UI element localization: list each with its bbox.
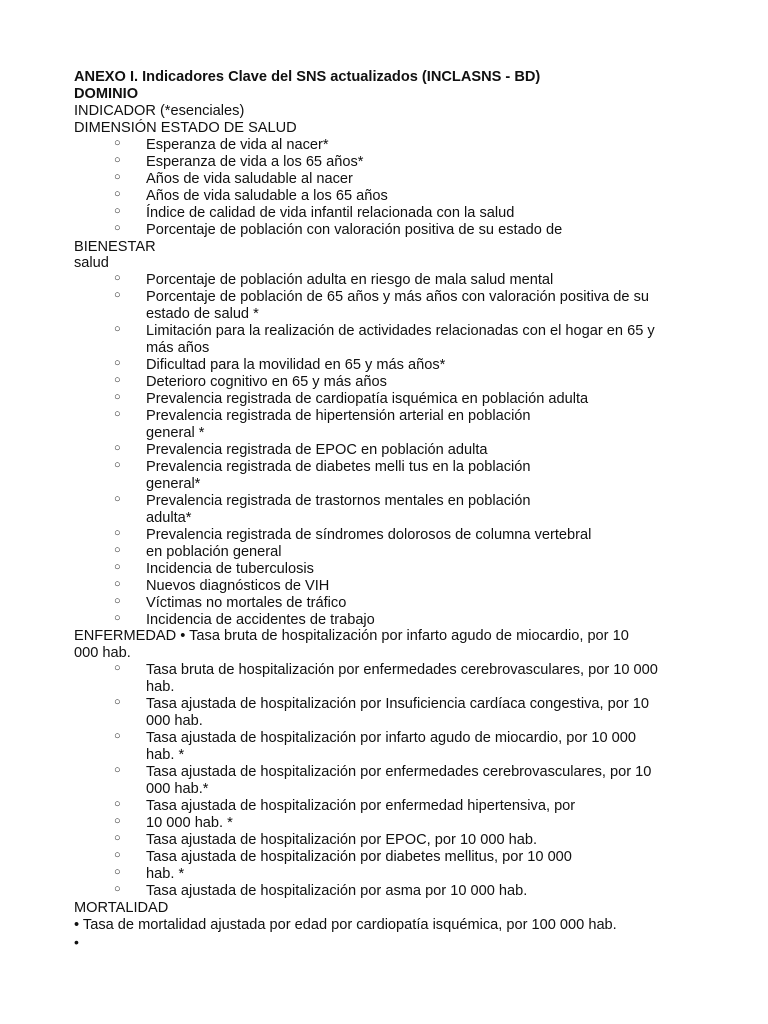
list-item [74,357,714,374]
list-item [74,696,714,730]
list-item-text: Prevalencia registrada de diabetes melli tus en la población [146,458,531,475]
list-item-text: Porcentaje de población de 65 años y más años con valoración positiva de su [146,289,649,306]
list-item-text: Deterioro cognitivo en 65 y más años [146,374,387,391]
circle-bullet-icon: ○ [114,865,121,878]
list-item-text: adulta* [146,509,192,526]
document-subtitle: DOMINIO [74,85,139,102]
circle-bullet-icon: ○ [114,764,121,777]
list-item [74,764,714,798]
circle-bullet-icon: ○ [114,374,121,387]
list-item [74,323,714,357]
estado-salud-list [74,137,714,239]
circle-bullet-icon: ○ [114,441,121,454]
list-item-text: hab. [146,679,175,696]
list-item-text: Años de vida saludable al nacer [146,170,353,187]
list-item [74,171,714,188]
list-item [74,374,714,391]
circle-bullet-icon: ○ [114,543,121,556]
list-item-text: Tasa ajustada de hospitalización por EPOC, por 10 000 hab. [146,831,538,848]
circle-bullet-icon: ○ [114,696,121,709]
circle-bullet-icon: ○ [114,323,121,336]
circle-bullet-icon: ○ [114,289,121,302]
bienestar-list [74,272,714,628]
list-item [74,662,714,696]
list-item-text: Prevalencia registrada de EPOC en población adulta [146,441,488,458]
circle-bullet-icon: ○ [114,814,121,827]
circle-bullet-icon: ○ [114,391,121,404]
list-item-text: Años de vida saludable a los 65 años [146,187,388,204]
list-item-text: Limitación para la realización de actividades relacionadas con el hogar en 65 y [146,323,655,340]
circle-bullet-icon: ○ [114,526,121,539]
list-item-text: Porcentaje de población con valoración positiva de su estado de [146,221,563,238]
list-item [74,798,714,815]
list-item [74,544,714,561]
list-item [74,595,714,612]
list-item-text: Tasa ajustada de hospitalización por infarto agudo de miocardio, por 10 000 [146,730,637,747]
list-item-text: general * [146,425,205,442]
bienestar-heading: BIENESTAR [74,238,156,255]
list-item-text: Índice de calidad de vida infantil relacionada con la salud [146,204,515,221]
mortalidad-indicator: • Tasa de mortalidad ajustada por edad por cardiopatía isquémica, por 100 000 hab. [74,916,617,933]
circle-bullet-icon: ○ [114,187,121,200]
enfermedad-heading: ENFERMEDAD • Tasa bruta de hospitalización por infarto agudo de miocardio, por 10 [74,628,629,645]
list-item-text: Tasa ajustada de hospitalización por Insuficiencia cardíaca congestiva, por 10 [146,696,649,713]
list-item-text: Víctimas no mortales de tráfico [146,594,347,611]
circle-bullet-icon: ○ [114,611,121,624]
list-item-text: 10 000 hab. * [146,814,233,831]
list-item [74,442,714,459]
list-item [74,612,714,629]
list-item-text: Tasa bruta de hospitalización por enfermedades cerebrovasculares, por 10 000 [146,662,658,679]
list-item-text: estado de salud * [146,306,259,323]
list-item-text: más años [146,340,210,357]
list-item [74,493,714,527]
circle-bullet-icon: ○ [114,153,121,166]
mortalidad-heading: MORTALIDAD [74,899,169,916]
list-item-text: 000 hab. [146,713,203,730]
list-item [74,883,714,900]
list-item-text: Incidencia de accidentes de trabajo [146,611,375,628]
circle-bullet-icon: ○ [114,136,121,149]
list-item [74,188,714,205]
list-item-text: general* [146,475,201,492]
document-page [74,69,714,951]
list-item-text: Esperanza de vida a los 65 años* [146,153,364,170]
list-item-text: hab. * [146,865,185,882]
circle-bullet-icon: ○ [114,594,121,607]
circle-bullet-icon: ○ [114,221,121,234]
circle-bullet-icon: ○ [114,204,121,217]
list-item [74,459,714,493]
circle-bullet-icon: ○ [114,357,121,370]
list-item [74,272,714,289]
circle-bullet-icon: ○ [114,662,121,675]
circle-bullet-icon: ○ [114,577,121,590]
list-item-text: 000 hab.* [146,781,209,798]
circle-bullet-icon: ○ [114,170,121,183]
list-item-text: Dificultad para la movilidad en 65 y más años* [146,357,446,374]
list-item-text: Porcentaje de población adulta en riesgo de mala salud mental [146,272,554,289]
list-item [74,391,714,408]
circle-bullet-icon: ○ [114,831,121,844]
list-item-text: Prevalencia registrada de hipertensión arterial en población [146,408,531,425]
list-item-text: Tasa ajustada de hospitalización por asma por 10 000 hab. [146,882,528,899]
list-item [74,815,714,832]
list-item [74,561,714,578]
list-item-text: Esperanza de vida al nacer* [146,136,329,153]
list-item-text: Tasa ajustada de hospitalización por enfermedad hipertensiva, por [146,797,576,814]
list-item-text: Incidencia de tuberculosis [146,560,314,577]
list-item [74,205,714,222]
salud-label: salud [74,255,109,272]
circle-bullet-icon: ○ [114,458,121,471]
list-item-text: Tasa ajustada de hospitalización por enfermedades cerebrovasculares, por 10 [146,764,652,781]
circle-bullet-icon: ○ [114,272,121,285]
list-item [74,408,714,442]
list-item [74,137,714,154]
list-item-text: Prevalencia registrada de trastornos mentales en población [146,492,531,509]
dimension-heading: DIMENSIÓN ESTADO DE SALUD [74,119,297,136]
circle-bullet-icon: ○ [114,730,121,743]
list-item [74,849,714,866]
list-item [74,154,714,171]
list-item [74,222,714,239]
list-item-text: Tasa ajustada de hospitalización por diabetes mellitus, por 10 000 [146,848,572,865]
circle-bullet-icon: ○ [114,492,121,505]
list-item [74,866,714,883]
document-title: ANEXO I. Indicadores Clave del SNS actualizados (INCLASNS - BD) [74,69,541,85]
list-item [74,527,714,544]
enfermedad-list [74,662,714,899]
list-item [74,730,714,764]
list-item-text: hab. * [146,747,185,764]
circle-bullet-icon: ○ [114,408,121,421]
list-item-text: en población general [146,543,282,560]
list-item-text: Prevalencia registrada de cardiopatía isquémica en población adulta [146,391,589,408]
list-item [74,832,714,849]
list-item-text: Nuevos diagnósticos de VIH [146,577,330,594]
indicator-label: INDICADOR (*esenciales) [74,102,245,119]
trailing-bullet: • [74,933,79,950]
list-item-text: Prevalencia registrada de síndromes dolorosos de columna vertebral [146,526,592,543]
enfermedad-heading-continuation: 000 hab. [74,645,131,662]
circle-bullet-icon: ○ [114,882,121,895]
circle-bullet-icon: ○ [114,848,121,861]
list-item [74,578,714,595]
circle-bullet-icon: ○ [114,560,121,573]
circle-bullet-icon: ○ [114,797,121,810]
list-item [74,289,714,323]
